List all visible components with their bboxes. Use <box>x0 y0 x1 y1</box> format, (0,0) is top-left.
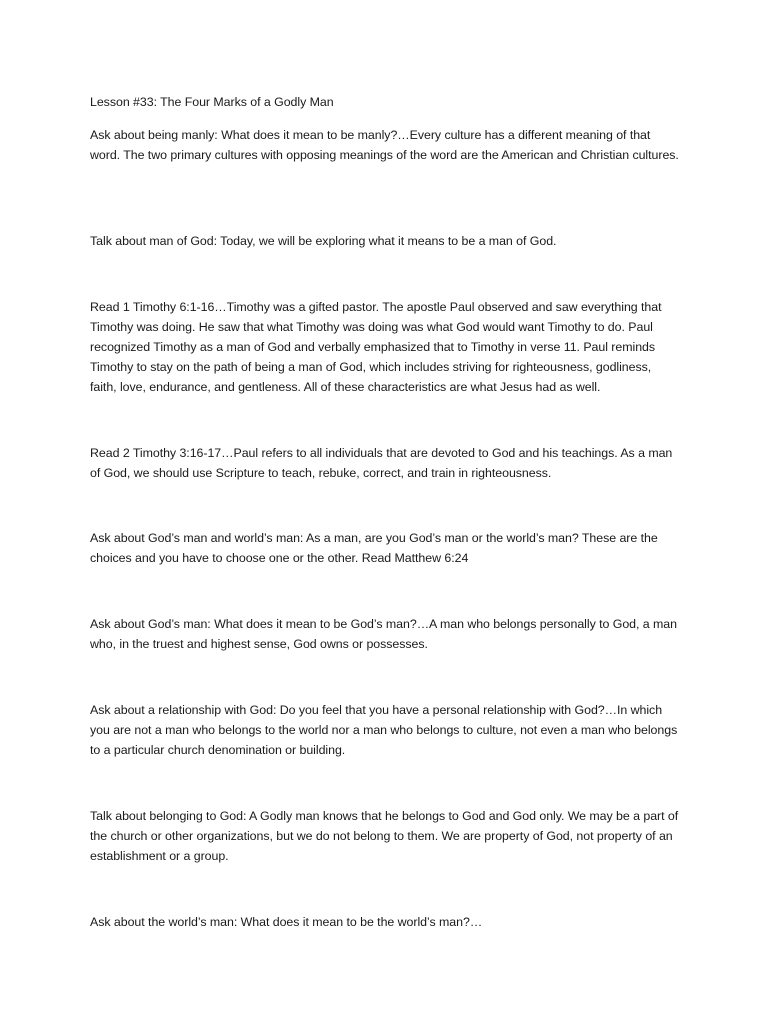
paragraph-man-of-god: Talk about man of God: Today, we will be exploring what it means to be a man of God. <box>90 234 557 248</box>
paragraph-1-timothy: Read 1 Timothy 6:1-16…Timothy was a gifted pastor. The apostle Paul observed and saw everything that Timothy was doing. He saw that what Timothy was doing was what God would want Timothy to do. Paul recognized Timothy as a man of God and verbally emphasized that to Timothy in verse 11. Paul reminds Timothy to stay on the path of being a man of God, which includes striving for righteousness, godliness, faith, love, endurance, and gentleness. All of these characteristics are what Jesus had as well. <box>90 300 662 394</box>
paragraph-worlds-man: Ask about the world’s man: What does it mean to be the world’s man?… <box>90 915 483 929</box>
paragraph-2-timothy: Read 2 Timothy 3:16-17…Paul refers to all individuals that are devoted to God and his teachings. As a man of God, we should use Scripture to teach, rebuke, correct, and train in righteousness. <box>90 446 673 480</box>
paragraph-being-manly: Ask about being manly: What does it mean to be manly?…Every culture has a different meaning of that word. The two primary cultures with opposing meanings of the word are the American and Christian cultures. <box>90 128 679 162</box>
paragraph-gods-man-worlds-man: Ask about God’s man and world’s man: As a man, are you God’s man or the world’s man? These are the choices and you have to choose one or the other. Read Matthew 6:24 <box>90 531 658 565</box>
lesson-title: Lesson #33: The Four Marks of a Godly Man <box>90 95 334 109</box>
paragraph-belonging-to-god: Talk about belonging to God: A Godly man knows that he belongs to God and God only. We may be a part of the church or other organizations, but we do not belong to them. We are property of God, not property of an establishment or a group. <box>90 809 679 863</box>
paragraph-relationship-with-god: Ask about a relationship with God: Do you feel that you have a personal relationship with God?…In which you are not a man who belongs to the world nor a man who belongs to culture, not even a man who belongs to a particular church denomination or building. <box>90 703 678 757</box>
paragraph-gods-man: Ask about God’s man: What does it mean to be God’s man?…A man who belongs personally to God, a man who, in the truest and highest sense, God owns or possesses. <box>90 617 677 651</box>
